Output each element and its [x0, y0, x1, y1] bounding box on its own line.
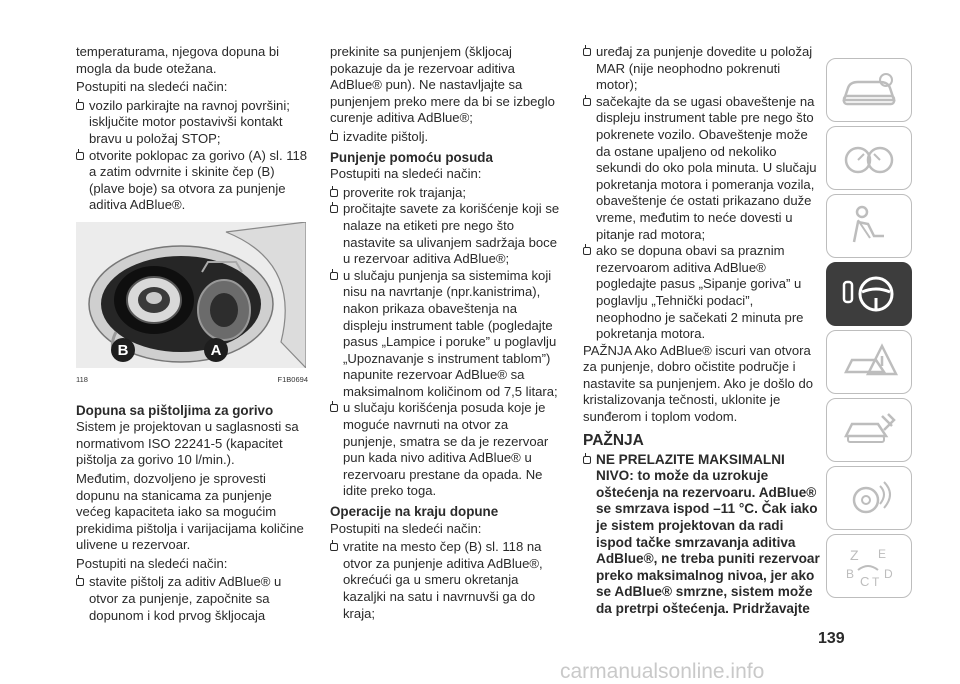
checkbox-bullet-icon	[583, 247, 591, 255]
paragraph: prekinite sa punjenjem (škljocaj pokazuje da je rezervoar aditiva AdBlue® pun). Ne nastavljajte sa punjenjem preko mere da bi se izbeglo curenje aditiva AdBlue®;	[330, 44, 555, 126]
steering-wheel-icon	[838, 270, 900, 318]
svg-text:E: E	[878, 547, 887, 561]
tab-index[interactable]	[826, 534, 912, 598]
section-heading: Dopuna sa pištoljima za gorivo	[76, 402, 274, 418]
bullet-item: u slučaju korišćenja posuda koje je moguće navrnuti na otvor za punjenje, smatra se da je rezervoar pun kada nivo aditiva AdBlue® u rezervoaru prestane da opada. Ne idite preko toga.	[330, 400, 562, 500]
figure-number: 118	[76, 374, 88, 384]
checkbox-bullet-icon	[583, 456, 591, 464]
tab-maintenance[interactable]	[826, 398, 912, 462]
svg-text:D: D	[884, 567, 893, 581]
bullet-item: uređaj za punjenje dovedite u položaj MAR (nije neophodno pokrenuti motor);	[583, 44, 821, 94]
warning-icon	[838, 338, 900, 386]
paragraph: Postupiti na sledeći način:	[330, 520, 482, 536]
checkbox-bullet-icon	[330, 404, 338, 412]
checkbox-bullet-icon	[76, 578, 84, 586]
car-info-icon	[838, 66, 900, 114]
tab-starting-driving[interactable]	[826, 262, 912, 326]
paragraph: Sistem je projektovan u saglasnosti sa normativom ISO 22241-5 (kapacitet pištolja za gorivo 10 l/min.).	[76, 419, 299, 468]
bullet-item: ako se dopuna obavi sa praznim rezervoarom aditiva AdBlue® pogledajte pasus „Sipanje goriva” u poglavlju „Tehnički podaci”, neophodno je sačekati 2 minuta pre pokretanja motora.	[583, 243, 821, 343]
tab-warning[interactable]	[826, 330, 912, 394]
checkbox-bullet-icon	[76, 102, 84, 110]
checkbox-bullet-icon	[330, 133, 338, 141]
checkbox-bullet-icon	[583, 48, 591, 56]
svg-text:B: B	[846, 567, 855, 581]
bullet-item: vratite na mesto čep (B) sl. 118 na otvor za punjenje aditiva AdBlue®, okrećući ga u smeru okretanja kazaljki na satu i navrnuvši ga do kraja;	[330, 539, 562, 622]
bullet-item: sačekajte da se ugasi obaveštenje na displeju instrument table pre nego što pokrenete vozilo. Obaveštenje može da ostane upaljeno od nekoliko sekundi do oko pola minuta. U slučaju pokretanja motora i pomeranja vozila, obaveštenje će ostati prikazano duže vreme, međutim to neće dovesti u pitanje rad motora;	[583, 94, 821, 243]
checkbox-bullet-icon	[76, 152, 84, 160]
svg-text:T: T	[872, 575, 880, 589]
column-1	[76, 44, 308, 624]
tab-multimedia[interactable]	[826, 466, 912, 530]
multimedia-icon	[838, 474, 900, 522]
bullet-item: stavite pištolj za aditiv AdBlue® u otvor za punjenje, započnite sa dopunom i kod prvog škljocaja	[76, 574, 308, 624]
checkbox-bullet-icon	[330, 189, 338, 197]
bullet-item: pročitajte savete za korišćenje koji se nalaze na etiketi pre nego što nastavite sa ulivanjem sadržaja boce u rezervoar aditiva AdBlue®;	[330, 201, 562, 267]
tab-safety[interactable]	[826, 194, 912, 258]
paragraph: Međutim, dozvoljeno je sprovesti dopunu na stanicama za punjenje većeg kapaciteta iako sa mogućim prekidima pištolja i varijacijama količine ulivene u rezervoar.	[76, 470, 304, 553]
warning-title: PAŽNJA	[583, 431, 644, 449]
checkbox-bullet-icon	[330, 272, 338, 280]
bullet-item: izvadite pištolj.	[330, 129, 562, 146]
checkbox-bullet-icon	[330, 543, 338, 551]
checkbox-bullet-icon	[330, 205, 338, 213]
checkbox-bullet-icon	[583, 98, 591, 106]
tab-dashboard[interactable]	[826, 126, 912, 190]
paragraph: temperaturama, njegova dopuna bi mogla da bude otežana.	[76, 44, 280, 76]
figure-118	[76, 222, 306, 368]
tab-car-info[interactable]	[826, 58, 912, 122]
paragraph: Postupiti na sledeći način:	[76, 79, 228, 95]
figure-caption	[76, 372, 308, 389]
paragraph: PAŽNJA Ako AdBlue® iscuri van otvora za punjenje, dobro očistite područje i nastavite sa punjenjem. Ako je došlo do kristalizovanja tečnosti, uklonite je sunđerom i toplom vodom.	[583, 342, 814, 425]
warning-item: NE PRELAZITE MAKSIMALNI NIVO: to može da uzrokuje oštećenja na rezervoaru. AdBlue® se smrzava ispod –11 °C. Čak iako je sistem projektovan da radi ispod tačke smrzavanja aditiva AdBlue®, ne treba puniti rezervoar preko maksimalnog nivoa, jer ako se AdBlue® smrzne, sistem može da pretrpi oštećenja. Pridržavajte	[583, 452, 821, 618]
section-heading: Operacije na kraju dopune	[330, 504, 499, 520]
paragraph: Postupiti na sledeći način:	[330, 166, 482, 182]
figure-code: F1B0694	[277, 374, 308, 384]
page-number: 139	[818, 630, 845, 647]
safety-icon	[838, 202, 900, 250]
maintenance-icon	[838, 406, 900, 454]
paragraph: Postupiti na sledeći način:	[76, 555, 228, 571]
bullet-item: otvorite poklopac za gorivo (A) sl. 118 a zatim odvrnite i skinite čep (B) (plave boje) sa otvora za punjenje aditiva AdBlue®.	[76, 148, 308, 214]
figure-label-b: B	[117, 341, 129, 359]
svg-text:C: C	[860, 574, 870, 589]
section-heading: Punjenje pomoću posuda	[330, 149, 493, 165]
watermark: carmanualsonline.info	[560, 660, 765, 683]
index-icon	[838, 542, 900, 590]
figure-label-a: A	[210, 341, 222, 359]
bullet-item: u slučaju punjenja sa sistemima koji nisu na navrtanje (npr.kanistrima), nakon prikaza obaveštenja na displeju instrument table (pogledajte pasus „Lampice i poruke” u poglavlju „Upoznavanje s instrument tablom”) napunite rezervoar AdBlue® sa maksimalnom količinom od 7,5 litara;	[330, 268, 562, 401]
column-3	[583, 44, 821, 618]
dashboard-icon	[838, 134, 900, 182]
svg-text:Z: Z	[850, 547, 859, 563]
bullet-item: proverite rok trajanja;	[330, 185, 562, 202]
fuel-cap-illustration	[76, 222, 306, 368]
chapter-sidebar	[826, 58, 914, 602]
bullet-item: vozilo parkirajte na ravnoj površini; isključite motor postavivši kontakt bravu u položaj STOP;	[76, 98, 308, 148]
column-2	[330, 44, 562, 622]
